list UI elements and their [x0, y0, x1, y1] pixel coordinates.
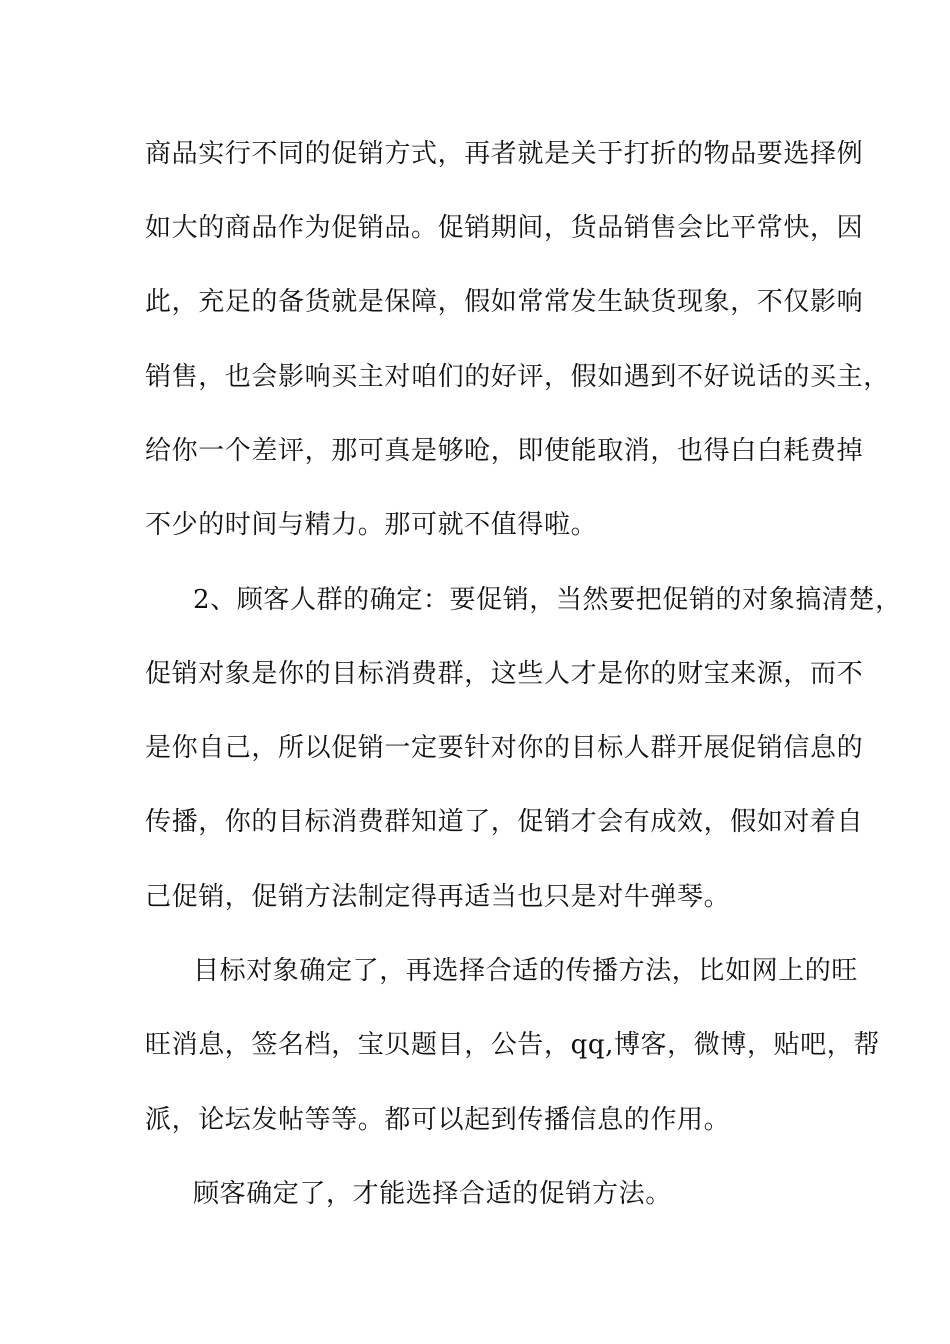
text-line: 不少的时间与精力。那可就不值得啦。	[145, 510, 598, 540]
text-line: 旺消息，签名档，宝贝题目，公告，qq,博客，微博，贴吧，帮	[145, 1030, 880, 1060]
text-line: 给你一个差评，那可真是够呛，即使能取消，也得白白耗费掉	[145, 436, 864, 466]
text-line: 销售，也会影响买主对咱们的好评，假如遇到不好说话的买主，	[145, 362, 890, 392]
text-line: 2、顾客人群的确定：要促销，当然要把促销的对象搞清楚，	[193, 585, 902, 615]
text-line: 如大的商品作为促销品。促销期间，货品销售会比平常快，因	[145, 213, 864, 243]
text-line: 促销对象是你的目标消费群，这些人才是你的财宝来源，而不	[145, 659, 864, 689]
text-line: 商品实行不同的促销方式，再者就是关于打折的物品要选择例	[145, 139, 864, 169]
text-line: 己促销，促销方法制定得再适当也只是对牛弹琴。	[145, 882, 731, 912]
text-line: 顾客确定了，才能选择合适的促销方法。	[193, 1179, 672, 1209]
text-line: 此，充足的备货就是保障，假如常常发生缺货现象，不仅影响	[145, 287, 864, 317]
text-line: 是你自己，所以促销一定要针对你的目标人群开展促销信息的	[145, 733, 864, 763]
text-line: 目标对象确定了，再选择合适的传播方法，比如网上的旺	[193, 956, 859, 986]
text-line: 传播，你的目标消费群知道了，促销才会有成效，假如对着自	[145, 807, 864, 837]
text-line: 派，论坛发帖等等。都可以起到传播信息的作用。	[145, 1105, 731, 1135]
